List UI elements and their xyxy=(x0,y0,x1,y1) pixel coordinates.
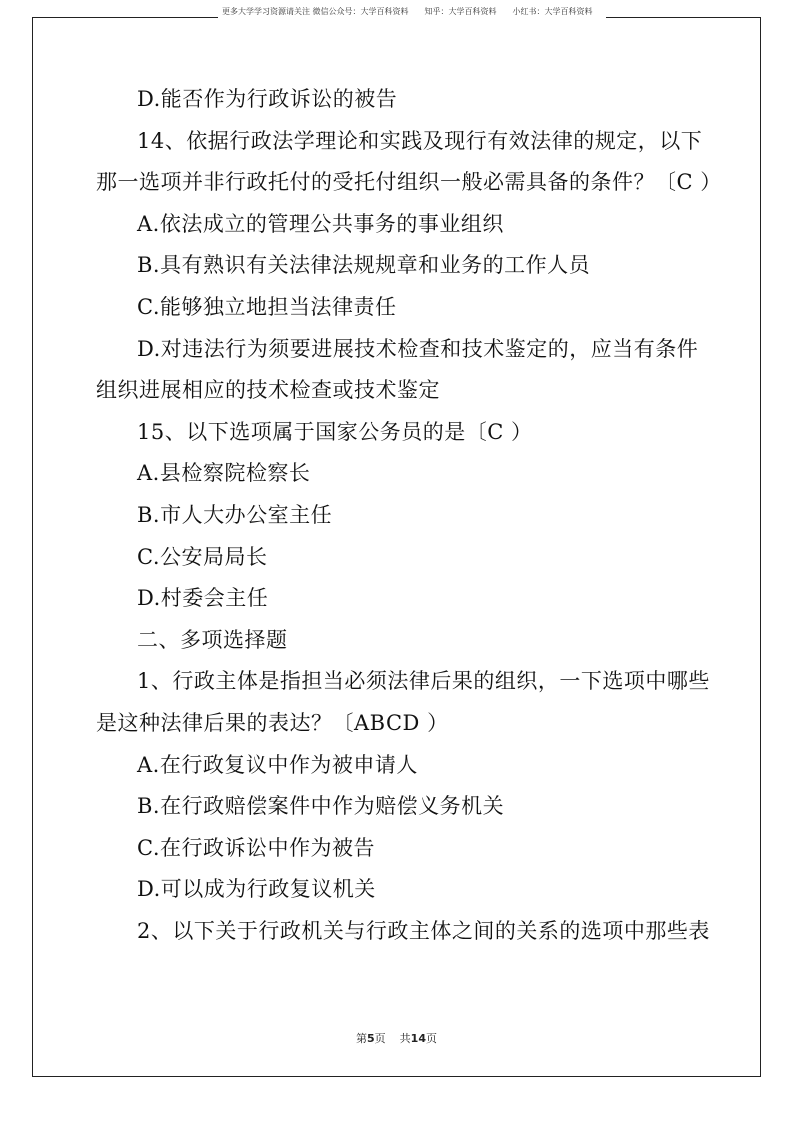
question-14-line-2: 那一选项并非行政托付的受托付组织一般必需具备的条件？〔C ） xyxy=(96,170,722,194)
question-14-option-a: A.依法成立的管理公共事务的事业组织 xyxy=(137,212,504,236)
question-15-option-d: D.村委会主任 xyxy=(137,586,269,610)
mc-question-2-line-1: 2、以下关于行政机关与行政主体之间的关系的选项中那些表 xyxy=(137,919,710,943)
page-suffix: 页 xyxy=(374,1032,386,1045)
question-14-option-b: B.具有熟识有关法律法规规章和业务的工作人员 xyxy=(137,253,591,277)
mc-question-1-option-a: A.在行政复议中作为被申请人 xyxy=(137,753,418,777)
question-15-option-c: C.公安局局长 xyxy=(137,545,268,569)
mc-question-1-option-b: B.在行政赔偿案件中作为赔偿义务机关 xyxy=(137,794,505,818)
header-xiaohongshu-text: 小红书：大学百科资料 xyxy=(512,7,593,16)
mc-question-1-option-c: C.在行政诉讼中作为被告 xyxy=(137,836,375,860)
page-prefix: 第 xyxy=(356,1032,368,1045)
header-zhihu-text: 知乎：大学百科资料 xyxy=(424,7,497,16)
question-14-line-1: 14、依据行政法学理论和实践及现行有效法律的规定，以下 xyxy=(137,129,703,153)
total-pages: 14 xyxy=(410,1032,426,1045)
total-suffix: 页 xyxy=(425,1032,437,1045)
total-prefix: 共 xyxy=(399,1032,411,1045)
question-15: 15、以下选项属于国家公务员的是〔C ） xyxy=(137,420,533,444)
mc-question-1-line-1: 1、行政主体是指担当必须法律后果的组织，一下选项中哪些 xyxy=(137,669,710,693)
question-14-option-d-line-2: 组织进展相应的技术检查或技术鉴定 xyxy=(96,378,440,402)
page-header xyxy=(222,6,602,18)
mc-question-1-line-2: 是这种法律后果的表达？〔ABCD ） xyxy=(96,711,449,735)
header-wechat-text: 更多大学学习资源请关注 微信公众号：大学百科资料 xyxy=(222,7,409,16)
page-number: 5 xyxy=(367,1032,375,1045)
question-14-option-d-line-1: D.对违法行为须要进展技术检查和技术鉴定的，应当有条件 xyxy=(137,337,699,361)
question-15-option-a: A.县检察院检察长 xyxy=(137,461,311,485)
mc-question-1-option-d: D.可以成为行政复议机关 xyxy=(137,877,376,901)
section-heading-multiple-choice: 二、多项选择题 xyxy=(137,628,288,652)
question-15-option-b: B.市人大办公室主任 xyxy=(137,503,333,527)
question-14-option-c: C.能够独立地担当法律责任 xyxy=(137,295,397,319)
option-d-previous: D.能否作为行政诉讼的被告 xyxy=(137,87,398,111)
page-footer xyxy=(0,1030,793,1046)
